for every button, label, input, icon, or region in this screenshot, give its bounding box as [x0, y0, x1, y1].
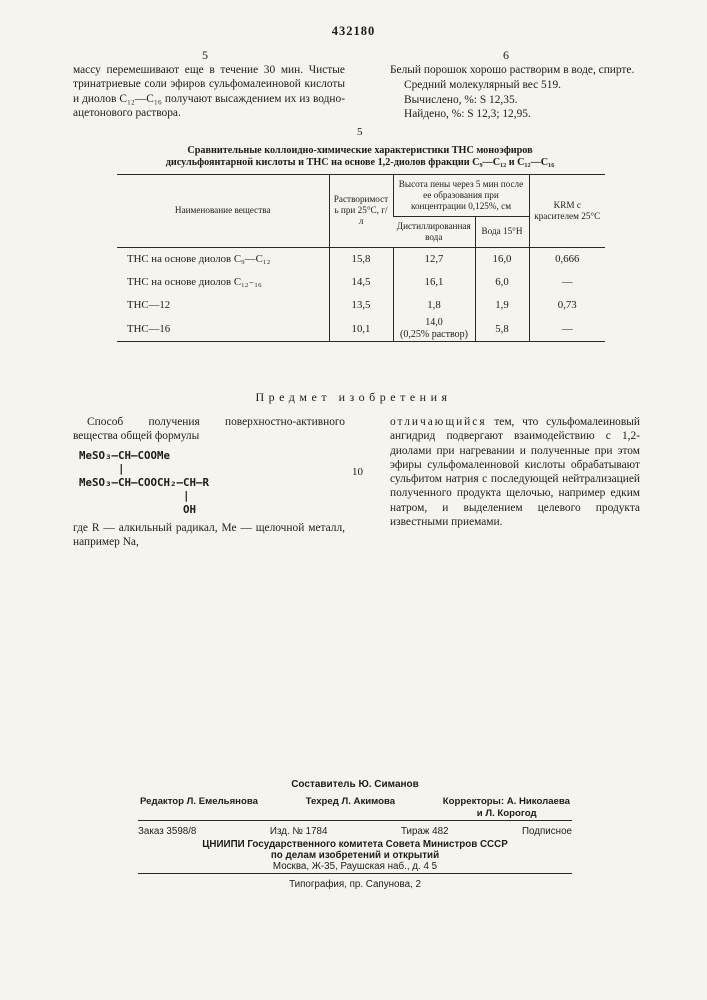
gutter-line-number-5: 5: [357, 126, 363, 138]
cell-foam-hard: 16,0: [475, 247, 529, 270]
table-title-line-1: Сравнительные коллоидно-химические характеристики ТНС моноэфиров: [187, 145, 533, 156]
cell-krm: 0,73: [529, 293, 605, 316]
claim-emphasized-term: отличающийся: [390, 416, 487, 428]
claim-section: [73, 415, 640, 550]
cell-substance: ТНС на основе диолов С₉—С₁₂: [127, 252, 271, 265]
intro-left-column: [73, 63, 345, 121]
footer-correctors-line-2: и Л. Корогод: [476, 807, 537, 819]
cell-foam-hard: 1,9: [475, 293, 529, 316]
table-title: [95, 145, 625, 170]
table-header: [117, 175, 605, 248]
cell-solubility: 10,1: [329, 316, 393, 342]
footer-divider-bottom: [138, 873, 572, 874]
table-header-foam-distilled: Дистиллированная вода: [396, 220, 471, 242]
cell-foam-hard: 5,8: [475, 316, 529, 342]
intro-right-paragraph-3: Вычислено, %: S 12,35.: [404, 93, 518, 106]
footer-order-row: [138, 826, 572, 837]
claim-left-after-formula: где R — алкильный радикал, Ме — щелочной металл, например Na,: [73, 522, 345, 549]
claim-left-column: [73, 415, 345, 550]
table-header-solubility: Растворимость при 25°С, г/л: [329, 175, 393, 248]
footer-circulation: Тираж 482: [400, 826, 449, 837]
claim-left-paragraph: Способ получения поверхностно-активного вещества общей формулы: [73, 416, 345, 443]
cell-foam-distilled: 12,7: [393, 247, 475, 270]
footer-techred: Техред Л. Акимова: [305, 796, 396, 807]
footer-divider-top: [138, 820, 572, 821]
cell-foam-distilled: 14,0 (0,25% раствор): [393, 316, 475, 342]
intro-left-paragraph: массу перемешивают еще в течение 30 мин. Чистые тринатриевые соли эфиров сульфомалеиновой кислоты и диолов С₁₂—С₁₆ получают высаждением их из водно-ацетонового раствора.: [73, 64, 345, 119]
footer-org-line-3: Москва, Ж-35, Раушская наб., д. 4 5: [272, 861, 438, 872]
table-row: [117, 270, 605, 293]
footer-compiler: Составитель Ю. Симанов: [291, 779, 419, 790]
cell-krm: —: [529, 316, 605, 342]
cell-foam-distilled: 1,8: [393, 293, 475, 316]
cell-solubility: 15,8: [329, 247, 393, 270]
table-row: [117, 316, 605, 342]
table-title-line-2: дисульфоянтарной кислоты и ТНС на основе 1,2-диолов фракции С₉—С₁₂ и С₁₂—С₁₆: [165, 157, 555, 169]
claim-right-column: [390, 415, 640, 550]
table-header-foam-group: Высота пены через 5 мин после ее образования при концентрации 0,125%, см: [393, 175, 529, 217]
intro-section: [73, 63, 640, 121]
cell-foam-hard: 6,0: [475, 270, 529, 293]
cell-solubility: 14,5: [329, 270, 393, 293]
footer-org-line-2: по делам изобретений и открытий: [270, 850, 440, 861]
claim-right-paragraph: [390, 415, 640, 529]
patent-number: 432180: [331, 24, 376, 38]
table-header-krm: KRM с красителем 25°С: [529, 175, 605, 248]
table-row: [117, 293, 605, 316]
footer-org-line-1: ЦНИИПИ Государственного комитета Совета Министров СССР: [202, 839, 508, 850]
gutter-line-number-10: 10: [352, 466, 363, 478]
footer-order: Заказ 3598/8: [138, 826, 197, 837]
intro-right-column: [390, 63, 640, 121]
column-number-left: 5: [202, 48, 208, 62]
footer-correctors: [443, 796, 570, 819]
footer-editor: Редактор Л. Емельянова: [140, 796, 258, 807]
cell-solubility: 13,5: [329, 293, 393, 316]
intro-right-paragraph-2: Средний молекулярный вес 519.: [404, 79, 561, 92]
table-header-substance: Наименование вещества: [174, 205, 271, 216]
table-row: [117, 247, 605, 270]
cell-krm: 0,666: [529, 247, 605, 270]
chemical-formula: MeSO₃—CH—COOMe | MeSO₃—CH—COOCH₂—CH—R | OH: [79, 448, 210, 516]
footer-print-house: Типография, пр. Сапунова, 2: [289, 879, 421, 890]
cell-krm: —: [529, 270, 605, 293]
intro-right-paragraph-1: Белый порошок хорошо растворим в воде, спирте.: [390, 64, 635, 76]
cell-substance: ТНС—16: [127, 322, 171, 335]
cell-substance: ТНС—12: [127, 298, 171, 311]
claim-right-text: тем, что сульфомалеиновый ангидрид подвергают взаимодействию с 1,2-диолами при нагревании и полученные при этом эфиры сульфомалеиновой кислоты обрабатывают сульфитом натрия с последующей нейтрализацией полученного продукта щелочью, например едким натром, и выделением целевого продукта известными приемами.: [390, 416, 640, 529]
footer-edition: Изд. № 1784: [269, 826, 328, 837]
claim-heading: Предмет изобретения: [255, 390, 452, 404]
footer-correctors-line-1: Корректоры: А. Николаева: [442, 796, 570, 807]
intro-right-paragraph-4: Найдено, %: S 12,3; 12,95.: [404, 107, 531, 120]
footer-credits-row: [140, 796, 570, 819]
table-header-foam-hard: Вода 15°Н: [475, 216, 529, 247]
characteristics-table: [117, 174, 605, 342]
cell-substance: ТНС на основе диолов С₁₂₋₁₆: [127, 276, 262, 289]
column-number-right: 6: [503, 48, 509, 62]
cell-foam-distilled: 16,1: [393, 270, 475, 293]
footer-subscription: Подписное: [522, 826, 572, 837]
